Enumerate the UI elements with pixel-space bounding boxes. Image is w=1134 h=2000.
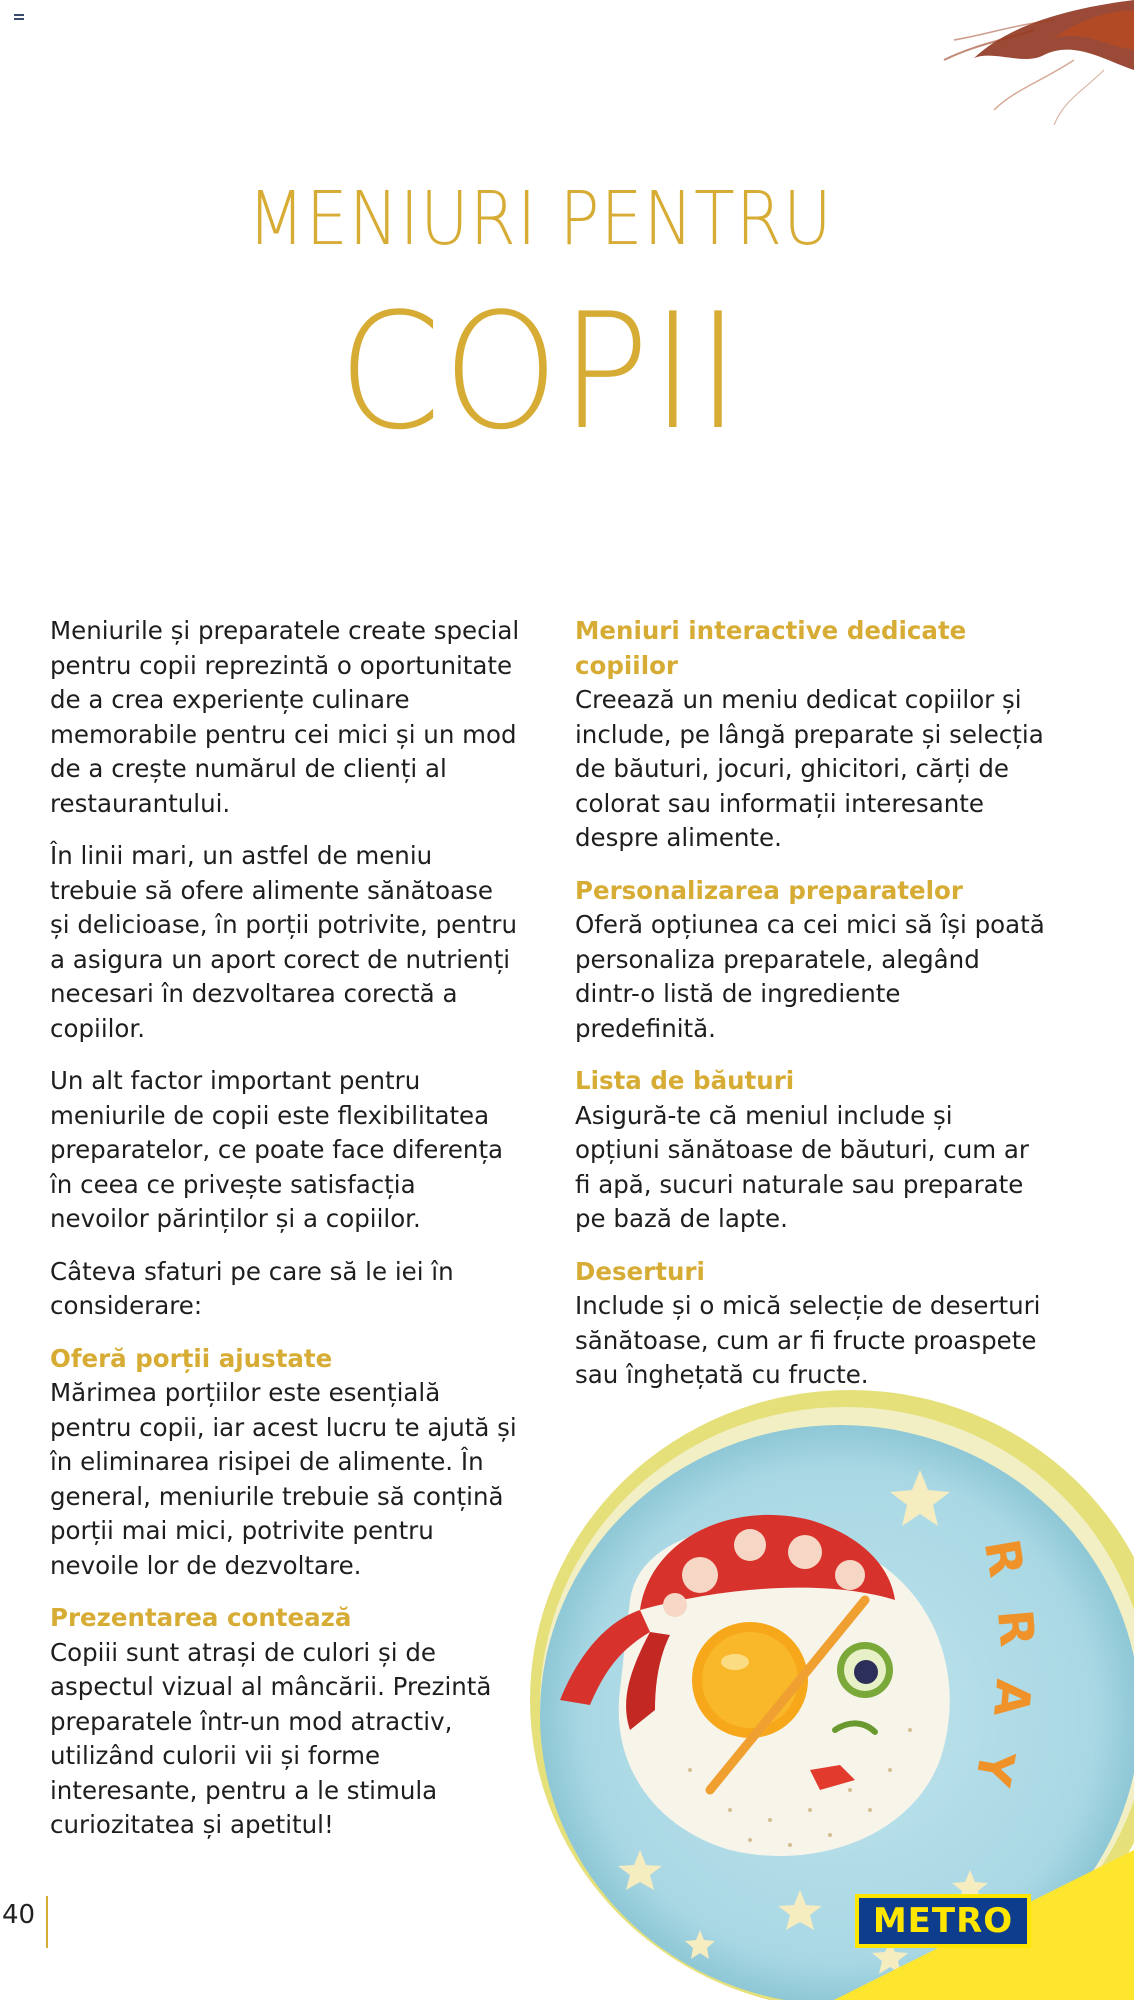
plate-letter: R: [972, 1534, 1035, 1582]
tip-block: [50, 1342, 520, 1584]
plate-letter: R: [985, 1607, 1045, 1649]
page-number: 40: [2, 1900, 36, 1930]
brush-stroke-decoration: [804, 0, 1134, 140]
tip-block: [50, 1601, 520, 1843]
tip-text: Copiii sunt atrași de culori și de aspectul vizual al mâncării. Prezintă preparatele într-un mod atractiv, utilizând culorii vii și forme interesante, pentru a le stimula curiozitatea și apetitul!: [50, 1637, 492, 1839]
plate-letters: [963, 1530, 1055, 1810]
tip-text: Include și o mică selecție de deserturi sănătoase, cum ar fi fructe proaspete sau înghețată cu fructe.: [575, 1291, 1041, 1389]
tip-block: [575, 614, 1045, 856]
tip-text: Oferă opțiunea ca cei mici să își poată personaliza preparatele, alegând dintr-o listă de ingrediente predefinită.: [575, 910, 1045, 1043]
page-number-divider: [46, 1896, 48, 1948]
tip-block: [575, 874, 1045, 1047]
menu-icon[interactable]: [14, 14, 24, 20]
left-column: [50, 614, 520, 1861]
tip-text: Mărimea porțiilor este esențială pentru copii, iar acest lucru te ajută și în eliminarea risipei de alimente. În general, meniurile trebuie să conțină porții mai mici, potrivite pentru nevoile lor de dezvoltare.: [50, 1378, 517, 1580]
tip-heading: Deserturi: [575, 1256, 705, 1286]
tip-heading: Meniuri interactive dedicate copiilor: [575, 616, 967, 680]
intro-paragraph: Câteva sfaturi pe care să le iei în considerare:: [50, 1256, 454, 1320]
tip-heading: Oferă porții ajustate: [50, 1343, 333, 1373]
title-line-1: MENIURI PENTRU: [247, 176, 833, 262]
intro-paragraph: Un alt factor important pentru meniurile de copii este flexibilitatea preparatelor, ce poate face diferența în ceea ce privește satisfacția nevoilor părinților și a copiilor.: [50, 1066, 504, 1233]
metro-logo-text: METRO: [859, 1898, 1027, 1944]
tip-heading: Prezentarea contează: [50, 1603, 352, 1632]
tip-block: [575, 1064, 1045, 1237]
metro-logo: [855, 1894, 1031, 1948]
right-column: [575, 614, 1045, 1411]
plate-letter: A: [982, 1677, 1042, 1719]
intro-paragraph: În linii mari, un astfel de meniu trebuie să ofere alimente sănătoase și delicioase, în porții potrivite, pentru a asigura un aport corect de nutrienți necesari în dezvoltarea corectă a copiilor.: [50, 841, 517, 1043]
tip-heading: Lista de băuturi: [575, 1066, 795, 1095]
tip-heading: Personalizarea preparatelor: [575, 875, 963, 905]
tip-text: Creează un meniu dedicat copiilor și include, pe lângă preparate și selecția de băuturi, jocuri, ghicitori, cărți de colorat sau informații interesante despre alimente.: [575, 685, 1044, 852]
title-line-2: COPII: [338, 278, 742, 465]
tip-text: Asigură-te că meniul include și opțiuni sănătoase de băuturi, cum ar fi apă, sucuri naturale sau preparate pe bază de lapte.: [575, 1100, 1029, 1233]
plate-letter: Y: [963, 1746, 1025, 1790]
intro-paragraph: Meniurile și preparatele create special pentru copii reprezintă o oportunitate de a crea experiențe culinare memorabile pentru cei mici și un mod de a crește numărul de clienți al restaurantului.: [50, 616, 520, 818]
